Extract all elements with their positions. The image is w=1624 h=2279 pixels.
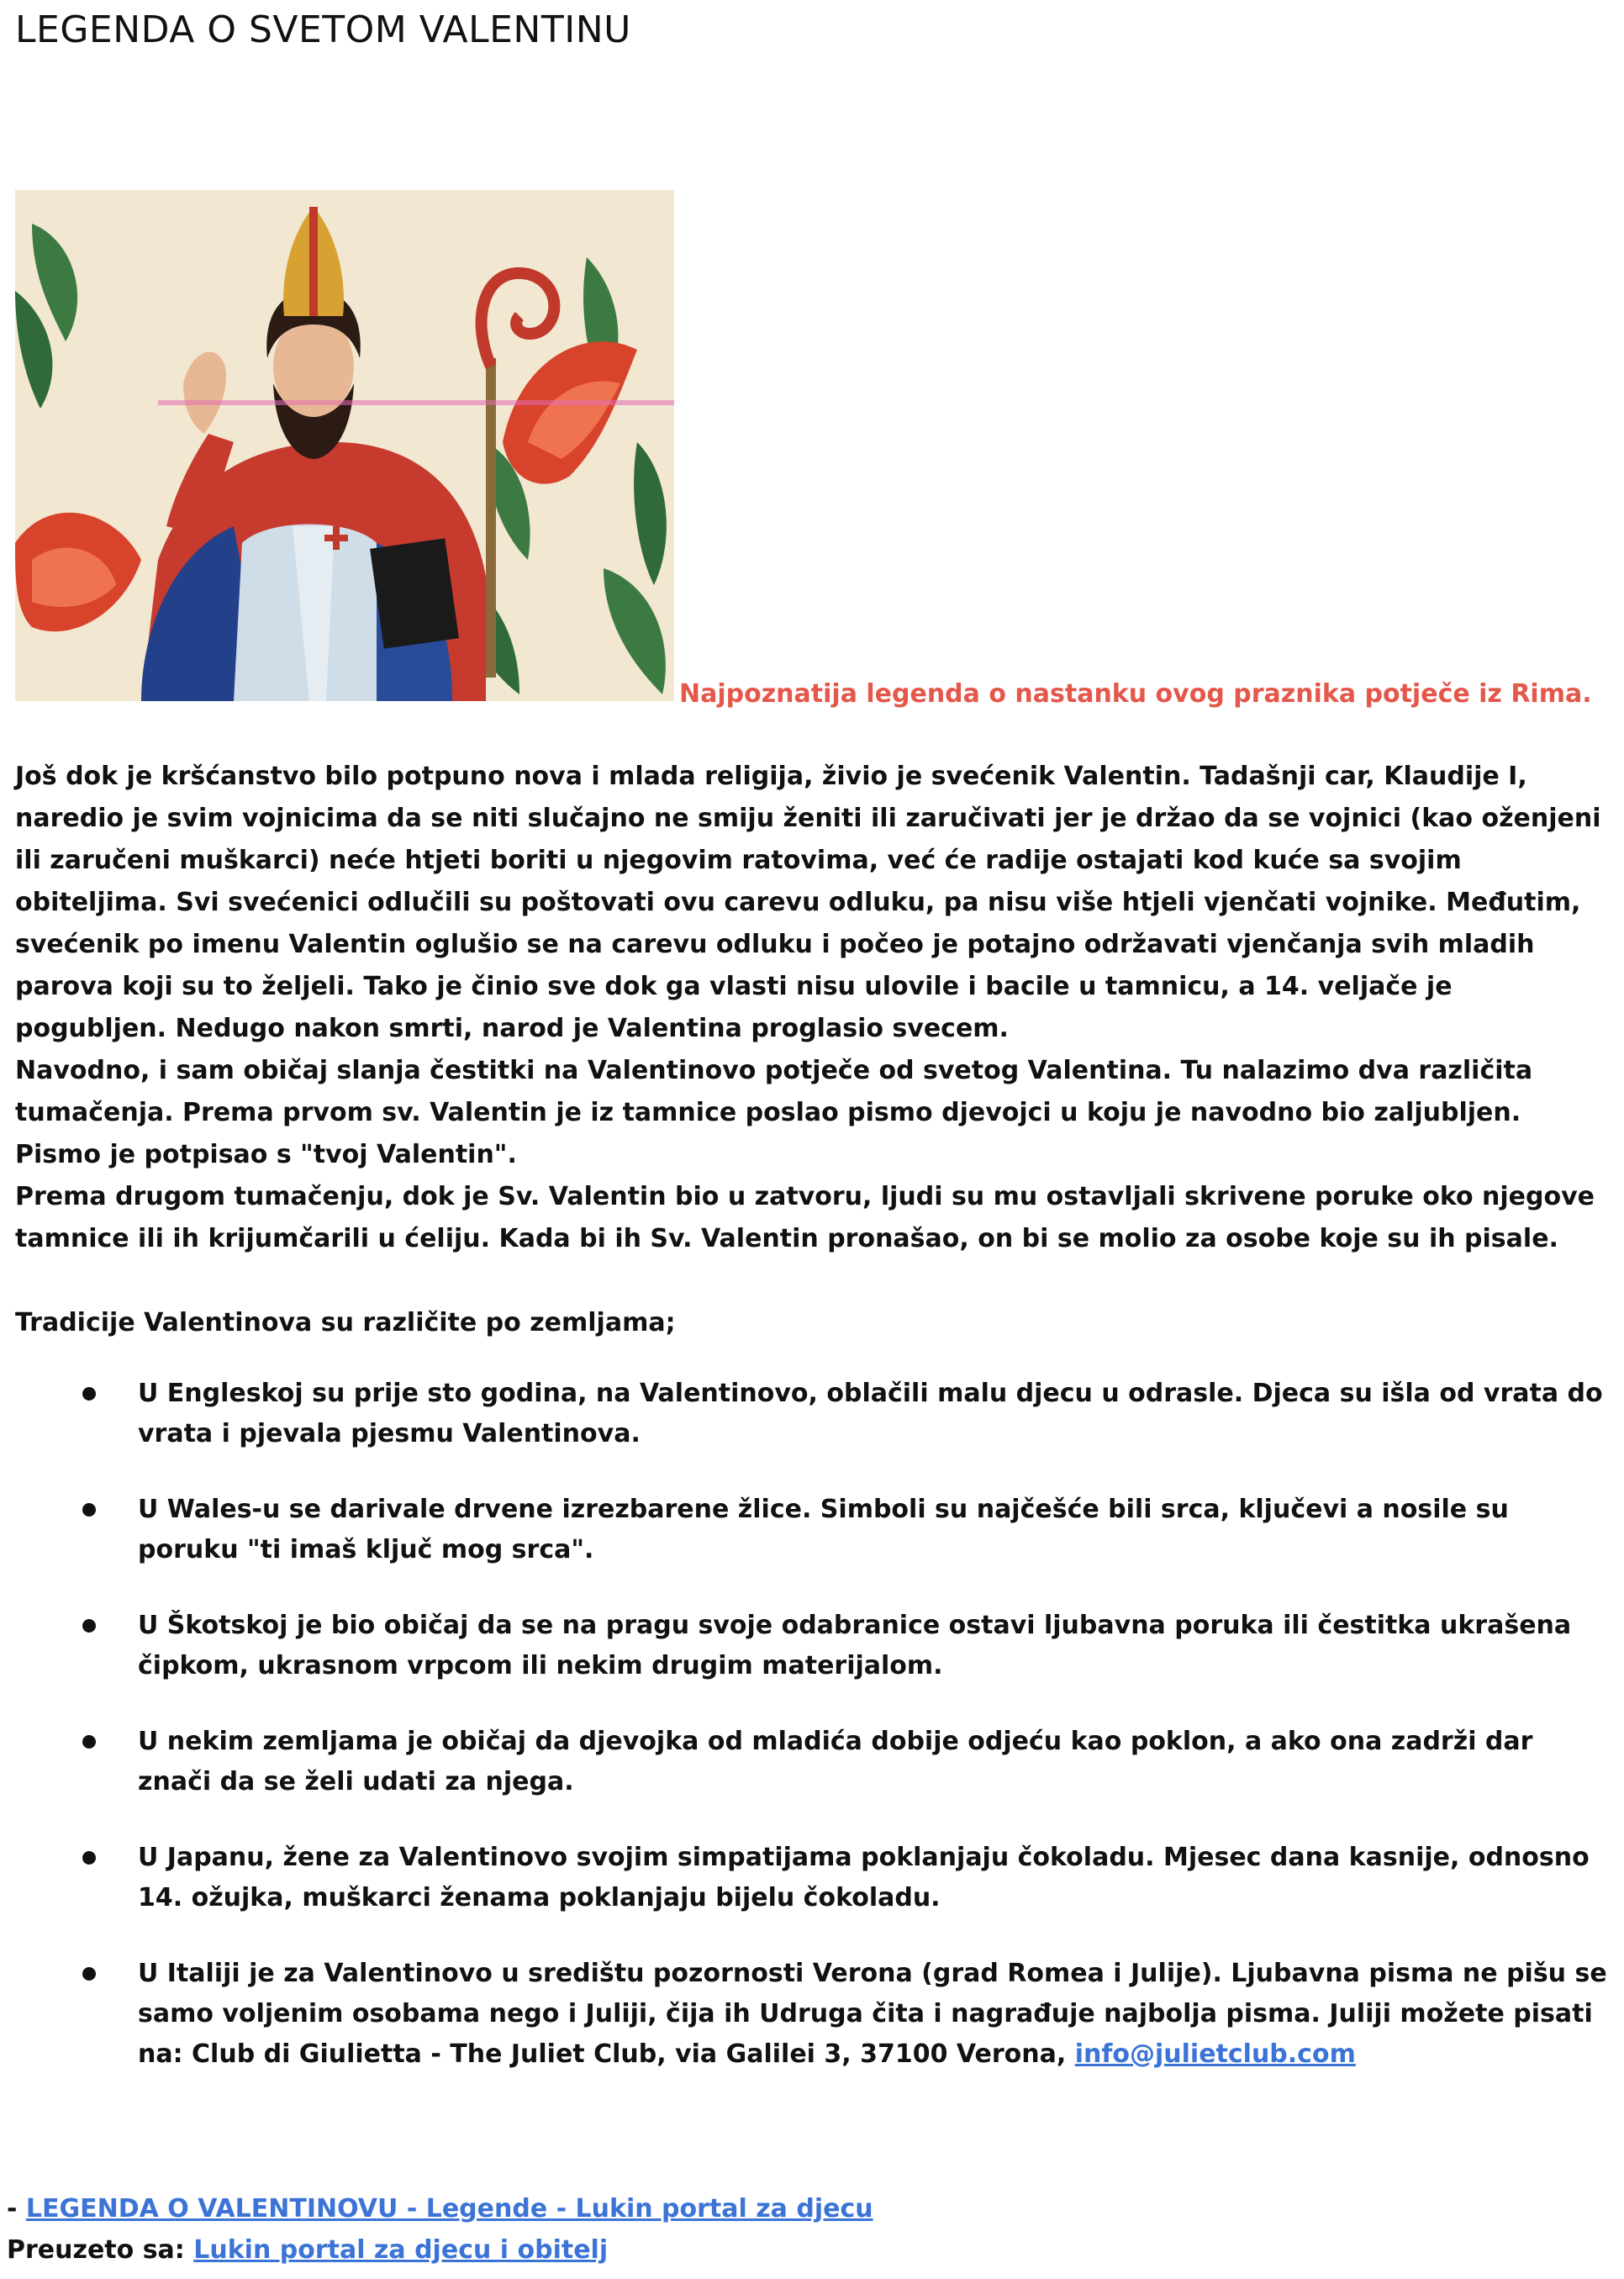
list-item-text: U Japanu, žene za Valentinovo svojim simpatijama poklanjaju čokoladu. Mjesec dana kasnije, odnosno 14. ožujka, muškarci ženama poklanjaju bijelu čokoladu. — [138, 1843, 1590, 1912]
juliet-club-email-link[interactable]: info@julietclub.com — [1074, 2039, 1356, 2069]
bullet-icon — [82, 1503, 96, 1517]
bullet-icon — [82, 1619, 96, 1633]
list-item-england — [15, 1374, 1609, 1454]
paragraph-second-interpretation: Prema drugom tumačenju, dok je Sv. Valentin bio u zatvoru, ljudi su mu ostavljali skrivene poruke oko njegove tamnice ili ih krijumčarili u ćeliju. Kada bi ih Sv. Valentin pronašao, on bi se molio za osobe koje su ih pisale. — [15, 1182, 1595, 1253]
list-item-some-countries — [15, 1722, 1609, 1802]
list-item-text: U Škotskoj je bio običaj da se na pragu svoje odabranice ostavi ljubavna poruka ili čestitka ukrašena čipkom, ukrasnom vrpcom ili nekim drugim materijalom. — [138, 1611, 1572, 1680]
list-item-text: U nekim zemljama je običaj da djevojka od mladića dobije odjeću kao poklon, a ako ona zadrži dar znači da se želi udati za njega. — [138, 1727, 1533, 1796]
footer-source-line — [7, 2194, 873, 2224]
page-title: LEGENDA O SVETOM VALENTINU — [15, 8, 631, 51]
paragraph-first-interpretation: Navodno, i sam običaj slanja čestitki na Valentinovo potječe od svetog Valentina. Tu nalazimo dva različita tumačenja. Prema prvom sv. Valentin je iz tamnice poslao pismo djevojci u koju je navodno bio zaljubljen. Pismo je potpisao s "tvoj Valentin". — [15, 1056, 1533, 1169]
list-item-italy — [15, 1954, 1609, 2075]
list-item-text: U Italiji je za Valentinovo u središtu pozornosti Verona (grad Romea i Julije). Ljubavna pisma ne pišu se samo voljenim osobama nego i Juliji, čija ih Udruga čita i nagrađuje najbolja pisma. Juliji možete pisati na: Club di Giulietta - The Juliet Club, via Galilei 3, 37100 Verona, — [138, 1959, 1607, 2069]
traditions-intro: Tradicije Valentinova su različite po zemljama; — [15, 1308, 676, 1337]
bullet-icon — [82, 1967, 96, 1981]
bullet-icon — [82, 1387, 96, 1401]
paragraph-legend: Još dok je kršćanstvo bilo potpuno nova i mlada religija, živio je svećenik Valentin. Tadašnji car, Klaudije I, naredio je svim vojnicima da se niti slučajno ne smiju ženiti ili zaručivati jer je držao da se vojnici (kao oženjeni ili zaručeni muškarci) neće htjeti boriti u njegovim ratovima, već će radije ostajati kod kuće sa svojim obiteljima. Svi svećenici odlučili su poštovati ovu carevu odluku, pa nisu više htjeli vjenčati vojnike. Međutim, svećenik po imenu Valentin oglušio se na carevu odluku i počeo je potajno održavati vjenčanja svih mladih parova koji su to željeli. Tako je činio sve dok ga vlasti nisu ulovile i bacile u tamnicu, a 14. veljače je pogubljen. Nedugo nakon smrti, narod je Valentina proglasio svecem. — [15, 762, 1601, 1043]
footer-dash: - — [7, 2194, 26, 2224]
list-item-text: U Wales-u se darivale drvene izrezbarene žlice. Simboli su najčešće bili srca, ključevi a nosile su poruku "ti imaš ključ mog srca". — [138, 1495, 1509, 1564]
footer-taken-from-line — [7, 2235, 608, 2265]
taken-from-label: Preuzeto sa: — [7, 2235, 194, 2265]
list-item-text: U Engleskoj su prije sto godina, na Valentinovo, oblačili malu djecu u odrasle. Djeca su išla od vrata do vrata i pjevala pjesmu Valentinova. — [138, 1379, 1603, 1448]
list-item-japan — [15, 1838, 1609, 1918]
source-article-link[interactable]: LEGENDA O VALENTINOVU - Legende - Lukin portal za djecu — [25, 2194, 873, 2224]
saint-valentine-painting-icon — [15, 190, 674, 701]
paragraph-cards-origin — [15, 1050, 1609, 1260]
intro-caption: Najpoznatija legenda o nastanku ovog praznika potječe iz Rima. — [679, 679, 1592, 709]
list-item-scotland — [15, 1606, 1609, 1686]
bullet-icon — [82, 1735, 96, 1749]
portal-link[interactable]: Lukin portal za djecu i obitelj — [193, 2235, 609, 2265]
traditions-list — [15, 1374, 1609, 2110]
bullet-icon — [82, 1851, 96, 1865]
list-item-wales — [15, 1490, 1609, 1570]
saint-valentine-illustration — [15, 190, 674, 701]
